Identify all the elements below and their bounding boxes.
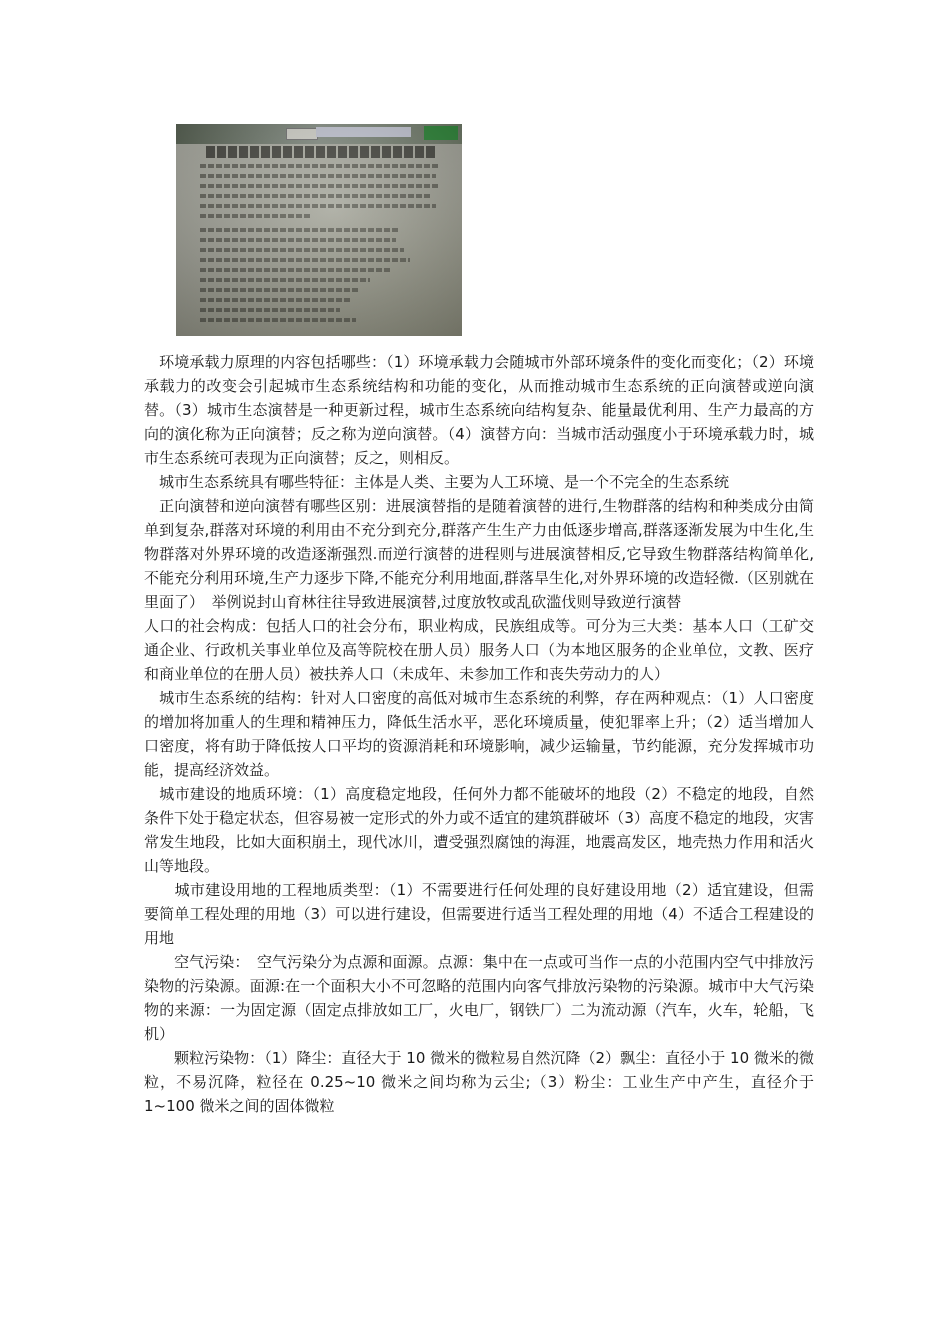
paragraph-air-pollution: 空气污染： 空气污染分为点源和面源。点源：集中在一点或可当作一点的小范围内空气中排放污染物的污染源。面源:在一个面积大小不可忽略的范围内向客气排放污染物的污染源。城市中大气污染物的来源：一为固定源（固定点排放如工厂，火电厂，钢铁厂）二为流动源（汽车，火车，轮船，飞机） — [144, 953, 814, 1043]
paragraph-geological-environment: 城市建设的地质环境：（1）高度稳定地段，任何外力都不能破坏的地段（2）不稳定的地段，自然条件下处于稳定状态，但容易被一定形式的外力或不适宜的建筑群破坏（3）高度不稳定的地段，灾害常发生地段，比如大面积崩土，现代冰川，遭受强烈腐蚀的海涯，地震高发区，地壳热力作用和活火山等地段。 — [144, 785, 814, 875]
body-text — [144, 350, 814, 1118]
paragraph-population-structure: 人口的社会构成：包括人口的社会分布，职业构成，民族组成等。可分为三大类：基本人口（工矿交通企业、行政机关事业单位及高等院校在册人员）服务人口（为本地区服务的企业单位，文教、医疗和商业单位的在册人员）被扶养人口（未成年、未参加工作和丧失劳动力的人） — [144, 617, 814, 683]
paragraph-land-types: 城市建设用地的工程地质类型：（1）不需要进行任何处理的良好建设用地（2）适宜建设，但需要简单工程处理的用地（3）可以进行建设，但需要进行适当工程处理的用地（4）不适合工程建设的用地 — [144, 881, 814, 947]
screen-photo-image — [176, 124, 462, 336]
paragraph-carrying-capacity: 环境承载力原理的内容包括哪些：（1）环境承载力会随城市外部环境条件的变化而变化；（2）环境承载力的改变会引起城市生态系统结构和功能的变化，从而推动城市生态系统的正向演替或逆向演替。（3）城市生态演替是一种更新过程，城市生态系统向结构复杂、能量最优利用、生产力最高的方向的演化称为正向演替；反之称为逆向演替。（4）演替方向：当城市活动强度小于环境承载力时，城市生态系统可表现为正向演替；反之，则相反。 — [144, 353, 814, 467]
paragraph-system-features: 城市生态系统具有哪些特征：主体是人类、主要为人工环境、是一个不完全的生态系统 — [144, 473, 730, 491]
paragraph-system-structure: 城市生态系统的结构：针对人口密度的高低对城市生态系统的利弊，存在两种观点：（1）人口密度的增加将加重人的生理和精神压力，降低生活水平，恶化环境质量，使犯罪率上升；（2）适当增加人口密度，将有助于降低按人口平均的资源消耗和环境影响，减少运输量，节约能源，充分发挥城市功能，提高经济效益。 — [144, 689, 814, 779]
paragraph-particulate-pollutants: 颗粒污染物：（1）降尘：直径大于 10 微米的微粒易自然沉降（2）飘尘：直径小于 10 微米的微粒，不易沉降，粒径在 0.25~10 微米之间均称为云尘;（3）粉尘：工业生产中产生，直径介于 1~100 微米之间的固体微粒 — [144, 1049, 814, 1115]
paragraph-succession-difference: 正向演替和逆向演替有哪些区别：进展演替指的是随着演替的进行,生物群落的结构和种类成分由简单到复杂,群落对环境的利用由不充分到充分,群落产生生产力由低逐步增高,群落逐渐发展为中生化,生物群落对外界环境的改造逐渐强烈.而逆行演替的进程则与进展演替相反,它导致生物群落结构简单化,不能充分利用环境,生产力逐步下降,不能充分利用地面,群落旱生化,对外界环境的改造轻微.（区别就在里面了） 举例说封山育林往往导致进展演替,过度放牧或乱砍滥伐则导致逆行演替 — [144, 497, 814, 611]
